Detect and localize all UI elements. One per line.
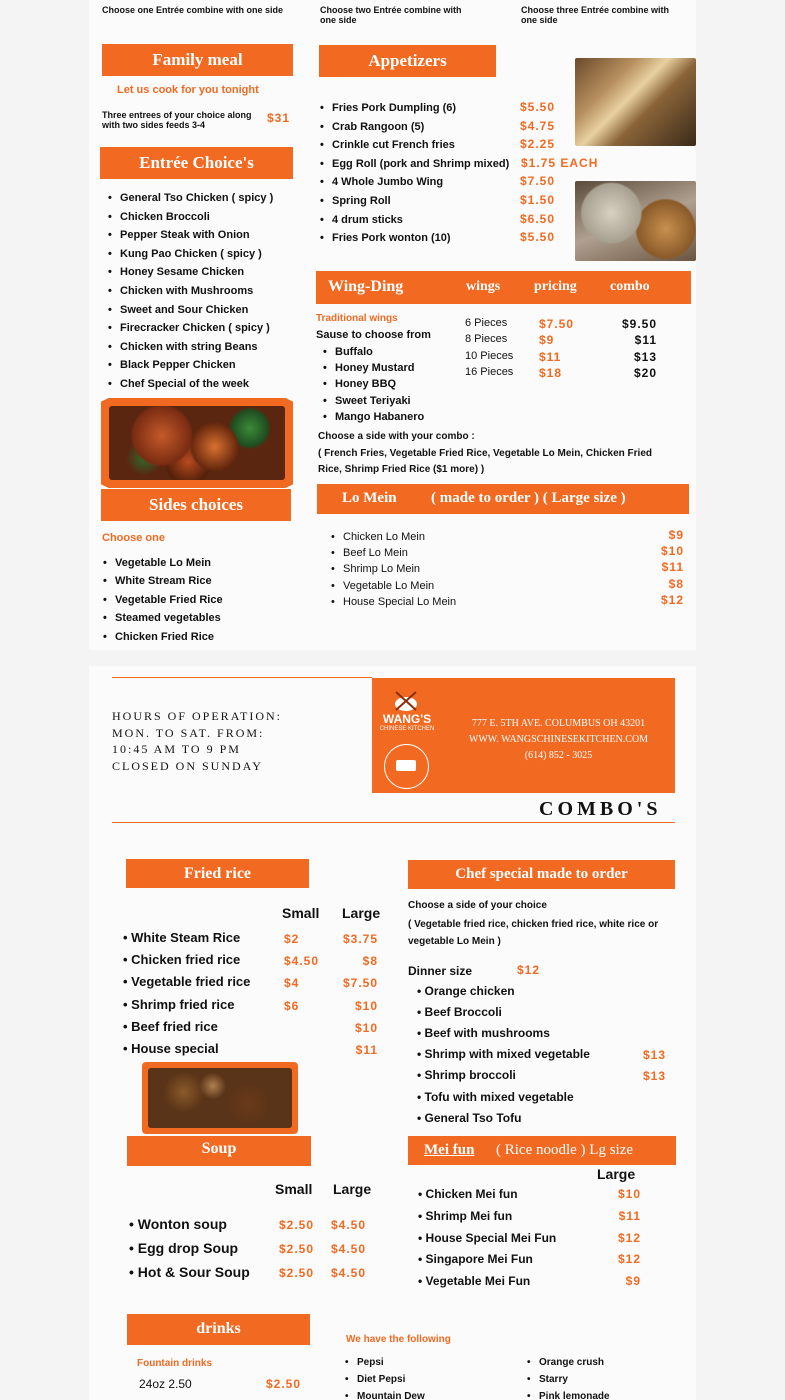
soup-small: $2.50 [279, 1242, 315, 1256]
lomein-item: • Chicken Lo Mein [329, 529, 456, 545]
sides-list [101, 554, 223, 646]
fountain-label: Fountain drinks [137, 1358, 212, 1369]
menu-page-1 [89, 0, 696, 650]
brand-logo [372, 678, 442, 793]
fried-rice-small: $4 [284, 976, 300, 991]
fried-rice-small: $4.50 [284, 954, 320, 969]
soup-large: $4.50 [331, 1266, 367, 1280]
drink-item: • Pink lemonade [525, 1388, 610, 1400]
family-description: Three entrees of your choice along with two sides feeds 3-4 [102, 110, 252, 130]
appetizers-list [318, 99, 509, 248]
hours-of-operation [112, 708, 282, 774]
lomein-item: • House Special Lo Mein [329, 594, 456, 610]
meifun-subtitle: ( Rice noodle ) Lg size [496, 1142, 634, 1158]
chef-item: • Orange chicken [417, 984, 515, 998]
lomein-price: $12 [660, 592, 684, 607]
soup-small: $2.50 [279, 1266, 315, 1280]
top-note-1: Choose one Entrée combine with one side [102, 5, 284, 15]
fried-rice-item: • Chicken fried rice [123, 952, 241, 968]
soup-item: • Hot & Sour Soup [129, 1264, 250, 1280]
drink-item: • Diet Pepsi [343, 1371, 425, 1388]
fried-rice-col-small: Small [282, 905, 320, 921]
sauce-item: • Sweet Teriyaki [321, 393, 424, 409]
appetizer-price: $5.50 [520, 100, 556, 114]
address: 777 E. 5TH AVE. COLUMBUS OH 43201 [471, 718, 646, 729]
hours-line: MON. TO SAT. FROM: [112, 725, 265, 740]
wing-price: $11 [539, 349, 562, 364]
chef-item: • Beef Broccoli [417, 1005, 502, 1020]
sauce-item: • Mango Habanero [321, 409, 424, 425]
fried-rice-col-large: Large [342, 905, 381, 921]
meifun-price: $11 [618, 1208, 641, 1223]
drink-item: • Starry [525, 1371, 610, 1388]
entree-item: • Firecracker Chicken ( spicy ) [106, 319, 273, 338]
lomein-price: $10 [660, 544, 684, 559]
meifun-item: • Shrimp Mei fun [418, 1208, 513, 1223]
meifun-title: Mei fun [424, 1142, 475, 1158]
chef-item: • Shrimp with mixed vegetable [417, 1047, 590, 1062]
family-tagline: Let us cook for you tonight [117, 84, 259, 96]
soup-item: • Egg drop Soup [129, 1240, 239, 1256]
lomein-header [317, 484, 689, 514]
appetizer-item: • Spring Roll [318, 192, 509, 211]
entree-item: • General Tso Chicken ( spicy ) [106, 189, 273, 208]
fried-rice-item: • Vegetable fried rice [123, 974, 251, 990]
wing-price: $7.50 [539, 317, 575, 331]
wing-col-pricing: pricing [534, 279, 577, 294]
top-divider [112, 677, 372, 678]
hours-line: 10:45 AM TO 9 PM [112, 742, 241, 756]
fried-rice-header: Fried rice [126, 859, 309, 888]
side-item: • White Stream Rice [101, 572, 223, 590]
side-item: • Chicken Fried Rice [101, 628, 223, 646]
meifun-header [408, 1136, 676, 1165]
chef-item: • Beef with mushrooms [417, 1026, 550, 1041]
entree-item: • Sweet and Sour Chicken [106, 301, 273, 320]
entree-item: • Kung Pao Chicken ( spicy ) [106, 245, 273, 264]
meifun-price: $10 [617, 1187, 641, 1201]
fried-rice-large: $8 [362, 954, 378, 969]
fried-rice-small: $6 [284, 998, 300, 1013]
soup-small: $2.50 [279, 1218, 315, 1232]
drink-item: • Pepsi [343, 1354, 425, 1371]
soup-col-large: Large [333, 1181, 372, 1197]
combo-side-label: Choose a side with your combo : [318, 431, 475, 442]
sides-choose: Choose one [102, 532, 165, 544]
drinks-list-1 [343, 1354, 425, 1400]
chef-side-options: ( Vegetable fried rice, chicken fried rice, white rice or vegetable Lo Mein ) [408, 919, 659, 947]
wing-sauce-label: Sause to choose from [316, 329, 431, 341]
website: WWW. WANGSCHINESEKITCHEN.COM [468, 734, 649, 745]
entree-photo [101, 398, 293, 488]
meifun-item: • Singapore Mei Fun [418, 1252, 533, 1267]
chef-dinner-label: Dinner size [408, 964, 473, 978]
appetizer-price: $2.25 [520, 137, 556, 152]
side-item: • Vegetable Fried Rice [101, 591, 223, 609]
combos-title: COMBO'S [539, 798, 662, 820]
sauce-item: • Honey BBQ [321, 376, 424, 392]
appetizer-item: • 4 Whole Jumbo Wing [318, 173, 509, 192]
soup-large: $4.50 [331, 1242, 367, 1256]
appetizer-price: $5.50 [520, 230, 556, 245]
sauce-item: • Honey Mustard [321, 360, 424, 376]
fried-rice-item: • House special [123, 1041, 219, 1056]
chef-price: $13 [643, 1069, 667, 1084]
appetizer-price: $1.75 EACH [521, 155, 599, 170]
lomein-subtitle: ( made to order ) ( Large size ) [431, 490, 626, 506]
drink-item: • Mountain Dew [343, 1388, 425, 1400]
appetizer-price: $6.50 [520, 211, 556, 226]
soup-col-small: Small [275, 1181, 313, 1197]
wing-col-combo: combo [610, 279, 650, 294]
appetizer-price: $1.50 [520, 193, 556, 207]
meifun-item: • House Special Mei Fun [418, 1230, 557, 1245]
combos-divider [112, 822, 675, 823]
wing-pieces: 10 Pieces [465, 349, 514, 362]
wing-combo: $20 [633, 365, 657, 380]
wing-pieces: 8 Pieces [465, 333, 508, 346]
lomein-price: $8 [668, 576, 684, 591]
chef-item: • Shrimp broccoli [417, 1068, 516, 1083]
appetizer-item: • Crab Rangoon (5) [318, 118, 509, 137]
hours-line: CLOSED ON SUNDAY [112, 758, 263, 773]
fried-rice-large: $3.75 [342, 932, 378, 946]
phone: (614) 852 - 3025 [524, 750, 593, 761]
meifun-item: • Chicken Mei fun [418, 1187, 518, 1201]
soup-large: $4.50 [331, 1218, 367, 1232]
top-note-3: Choose three Entrée combine with one side [521, 5, 670, 25]
drinks-header: drinks [127, 1314, 310, 1345]
brand-name: WANG'S [382, 712, 432, 726]
sauce-item: • Buffalo [321, 344, 424, 360]
truck-icon [384, 744, 429, 789]
wing-header [316, 271, 691, 304]
chef-dinner-price: $12 [517, 963, 541, 977]
fried-rice-large: $10 [354, 998, 378, 1013]
wing-price: $9 [539, 333, 555, 348]
entree-item: • Chicken Broccoli [106, 208, 273, 227]
appetizer-item: • Egg Roll (pork and Shrimp mixed) [318, 155, 509, 174]
fried-rice-large: $7.50 [342, 976, 378, 991]
entree-header: Entrée Choice's [100, 147, 293, 179]
lomein-item: • Vegetable Lo Mein [329, 578, 456, 594]
wing-combo: $11 [634, 333, 657, 348]
fried-rice-item: • Beef fried rice [123, 1018, 218, 1034]
sauce-list [321, 344, 424, 425]
wing-col-wings: wings [466, 279, 501, 294]
chef-side-note: Choose a side of your choice [408, 900, 547, 911]
fountain-size: 24oz 2.50 [139, 1377, 192, 1391]
appetizer-photo-1 [575, 58, 696, 146]
meifun-item: • Vegetable Mei Fun [418, 1274, 531, 1289]
contact-info [442, 716, 675, 764]
wing-combo: $9.50 [621, 317, 657, 331]
fried-rice-item: • White Steam Rice [123, 930, 241, 945]
fried-rice-large: $10 [354, 1020, 378, 1035]
fried-rice-small: $2 [284, 932, 300, 946]
drinks-list-2 [525, 1354, 610, 1400]
wing-combo: $13 [633, 349, 657, 364]
chef-item: • General Tso Tofu [417, 1110, 522, 1125]
chef-hat-icon [386, 684, 426, 714]
chef-special-header: Chef special made to order [408, 860, 675, 889]
soup-header: Soup [127, 1136, 311, 1166]
side-item: • Steamed vegetables [101, 609, 223, 627]
soup-item: • Wonton soup [129, 1216, 227, 1232]
appetizer-photo-2 [575, 181, 696, 261]
chef-item: • Tofu with mixed vegetable [417, 1089, 574, 1104]
fried-rice-item: • Shrimp fried rice [123, 996, 235, 1012]
hours-line: HOURS OF OPERATION: [112, 709, 283, 723]
menu-page-2 [89, 666, 696, 1400]
lomein-price: $9 [668, 528, 684, 542]
entree-item: • Pepper Steak with Onion [106, 226, 273, 245]
wing-price: $18 [539, 365, 563, 380]
wing-traditional: Traditional wings [316, 313, 398, 324]
entree-item: • Black Pepper Chicken [106, 356, 273, 375]
appetizer-item: • Fries Pork Dumpling (6) [318, 99, 509, 118]
appetizer-item: • Fries Pork wonton (10) [318, 229, 509, 248]
fried-rice-large: $11 [355, 1043, 378, 1057]
entree-item: • Chef Special of the week [106, 375, 273, 394]
drinks-have: We have the following [346, 1334, 451, 1345]
entree-item: • Honey Sesame Chicken [106, 263, 273, 282]
lomein-item: • Shrimp Lo Mein [329, 561, 456, 577]
appetizer-price: $7.50 [520, 174, 556, 189]
lomein-title: Lo Mein [342, 490, 397, 506]
appetizer-item: • Crinkle cut French fries [318, 136, 509, 155]
lomein-item: • Beef Lo Mein [329, 545, 456, 561]
lomein-list [329, 529, 456, 610]
combo-side-options: ( French Fries, Vegetable Fried Rice, Vegetable Lo Mein, Chicken Fried Rice, Shrimp Fried Rice ($1 more) ) [318, 448, 652, 475]
meifun-price: $12 [617, 1252, 641, 1267]
appetizer-item: • 4 drum sticks [318, 211, 509, 230]
wing-pieces: 6 Pieces [465, 317, 508, 329]
entree-item: • Chicken with Mushrooms [106, 282, 273, 301]
drink-item: • Orange crush [525, 1354, 610, 1371]
family-meal-header: Family meal [102, 44, 293, 76]
top-note-2: Choose two Entrée combine with one side [320, 5, 462, 25]
lomein-price: $11 [661, 560, 684, 575]
appetizer-price: $4.75 [520, 118, 556, 133]
brand-sub: CHINESE KITCHEN [379, 726, 435, 732]
wing-title: Wing-Ding [328, 278, 404, 295]
meifun-price: $9 [625, 1274, 641, 1289]
brand-banner [372, 678, 675, 793]
entree-list [106, 189, 273, 394]
wing-pieces: 16 Pieces [465, 365, 514, 378]
sides-header: Sides choices [101, 489, 291, 521]
meifun-col-large: Large [597, 1166, 636, 1182]
side-item: • Vegetable Lo Mein [101, 554, 223, 572]
fried-rice-photo [142, 1062, 298, 1134]
appetizers-header: Appetizers [319, 45, 496, 77]
entree-item: • Chicken with string Beans [106, 338, 273, 357]
fountain-price: $2.50 [266, 1377, 302, 1391]
family-price: $31 [267, 111, 291, 125]
chef-price: $13 [643, 1048, 667, 1063]
meifun-price: $12 [617, 1230, 641, 1245]
